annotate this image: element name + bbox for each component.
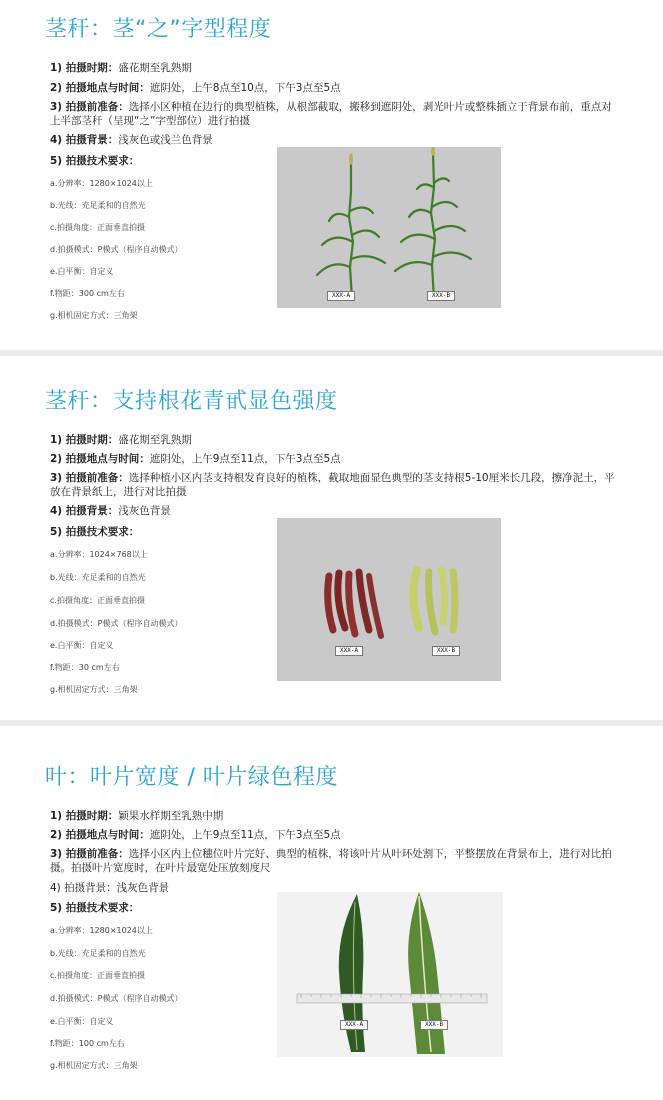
sample-tag-b: XXX-B [427, 291, 455, 301]
item-location-time: 2) 拍摄地点与时间：遮阴处，上午8点至10点，下午3点至5点 [50, 82, 341, 94]
sample-tag-b: XXX-B [420, 1020, 448, 1030]
sample-tag-b: XXX-B [432, 646, 460, 656]
brace-roots-illustration [277, 518, 501, 681]
spec-angle: c.拍摄角度：正面垂直拍摄 [50, 971, 145, 980]
item-background: 4) 拍摄背景：浅灰色背景 [50, 505, 171, 517]
item-background: 4) 拍摄背景：浅灰色背景 [50, 882, 170, 894]
spec-distance: f.物距：30 cm左右 [50, 663, 120, 672]
item-tech-requirements: 5) 拍摄技术要求： [50, 526, 140, 538]
spec-angle: c.拍摄角度：正面垂直拍摄 [50, 596, 145, 605]
spec-distance: f.物距：300 cm左右 [50, 289, 125, 298]
item-tech-requirements: 5) 拍摄技术要求： [50, 155, 140, 167]
spec-mode: d.拍摄模式：P模式（程序自动模式） [50, 994, 183, 1003]
item-tech-requirements: 5) 拍摄技术要求： [50, 902, 140, 914]
spec-resolution: a.分辨率：1280×1024以上 [50, 926, 153, 935]
item-background: 4) 拍摄背景：浅灰色或浅兰色背景 [50, 134, 213, 146]
sample-tag-a: XXX-A [335, 646, 363, 656]
spec-white-balance: e.白平衡：自定义 [50, 1017, 114, 1026]
spec-white-balance: e.白平衡：自定义 [50, 267, 114, 276]
section-stem-zigzag [0, 0, 663, 360]
spec-distance: f.物距：100 cm左右 [50, 1039, 125, 1048]
section-leaf-width-green [0, 726, 663, 1100]
spec-lighting: b.光线：充足柔和的自然光 [50, 949, 146, 958]
spec-mount: g.相机固定方式：三角架 [50, 1061, 138, 1070]
spec-lighting: b.光线：充足柔和的自然光 [50, 201, 146, 210]
section-title: 茎秆：支持根花青甙显色强度 [45, 389, 338, 414]
sample-tag-a: XXX-A [340, 1020, 368, 1030]
section-brace-root-color [0, 356, 663, 716]
item-period: 1) 拍摄时期：盛花期至乳熟期 [50, 62, 192, 74]
photo-leaves [277, 892, 503, 1057]
spec-mount: g.相机固定方式：三角架 [50, 685, 138, 694]
spec-angle: c.拍摄角度：正面垂直拍摄 [50, 223, 145, 232]
item-location-time: 2) 拍摄地点与时间：遮阴处，上午9点至11点，下午3点至5点 [50, 829, 341, 841]
item-preparation: 3) 拍摄前准备：选择小区内上位穗位叶片完好、典型的植株，将该叶片从叶环处割下，平整摆放在背景布上，进行对比拍摄。拍摄叶片宽度时，在叶片最宽处压放刻度尺 [50, 848, 612, 874]
leaves-illustration [277, 892, 503, 1057]
section-title: 茎秆：茎“之”字型程度 [45, 17, 272, 42]
spec-mode: d.拍摄模式：P模式（程序自动模式） [50, 619, 183, 628]
item-preparation: 3) 拍摄前准备：选择小区种植在边行的典型植株，从根部截取，搬移到遮阴处，剥光叶片或整株插立于背景布前，重点对上半部茎秆（呈现“之”字型部位）进行拍摄 [50, 101, 612, 127]
spec-mode: d.拍摄模式：P模式（程序自动模式） [50, 245, 183, 254]
sample-tag-a: XXX-A [327, 291, 355, 301]
item-location-time: 2) 拍摄地点与时间：遮阴处，上午9点至11点，下午3点至5点 [50, 453, 341, 465]
photo-brace-roots [277, 518, 501, 681]
spec-lighting: b.光线：充足柔和的自然光 [50, 573, 146, 582]
photo-maize-plants [277, 147, 501, 308]
spec-resolution: a.分辨率：1024×768以上 [50, 550, 148, 559]
item-preparation: 3) 拍摄前准备：选择种植小区内茎支持根发育良好的植株，截取地面显色典型的茎支持根5-10厘米长几段，擦净泥土，平放在背景纸上，进行对比拍摄 [50, 472, 615, 498]
spec-resolution: a.分辨率：1280×1024以上 [50, 179, 153, 188]
spec-white-balance: e.白平衡：自定义 [50, 641, 114, 650]
item-period: 1) 拍摄时期：盛花期至乳熟期 [50, 434, 192, 446]
item-period: 1) 拍摄时期：颖果水样期至乳熟中期 [50, 810, 224, 822]
maize-plant-illustration [277, 147, 501, 308]
section-title: 叶：叶片宽度 / 叶片绿色程度 [45, 765, 338, 790]
spec-mount: g.相机固定方式：三角架 [50, 311, 138, 320]
